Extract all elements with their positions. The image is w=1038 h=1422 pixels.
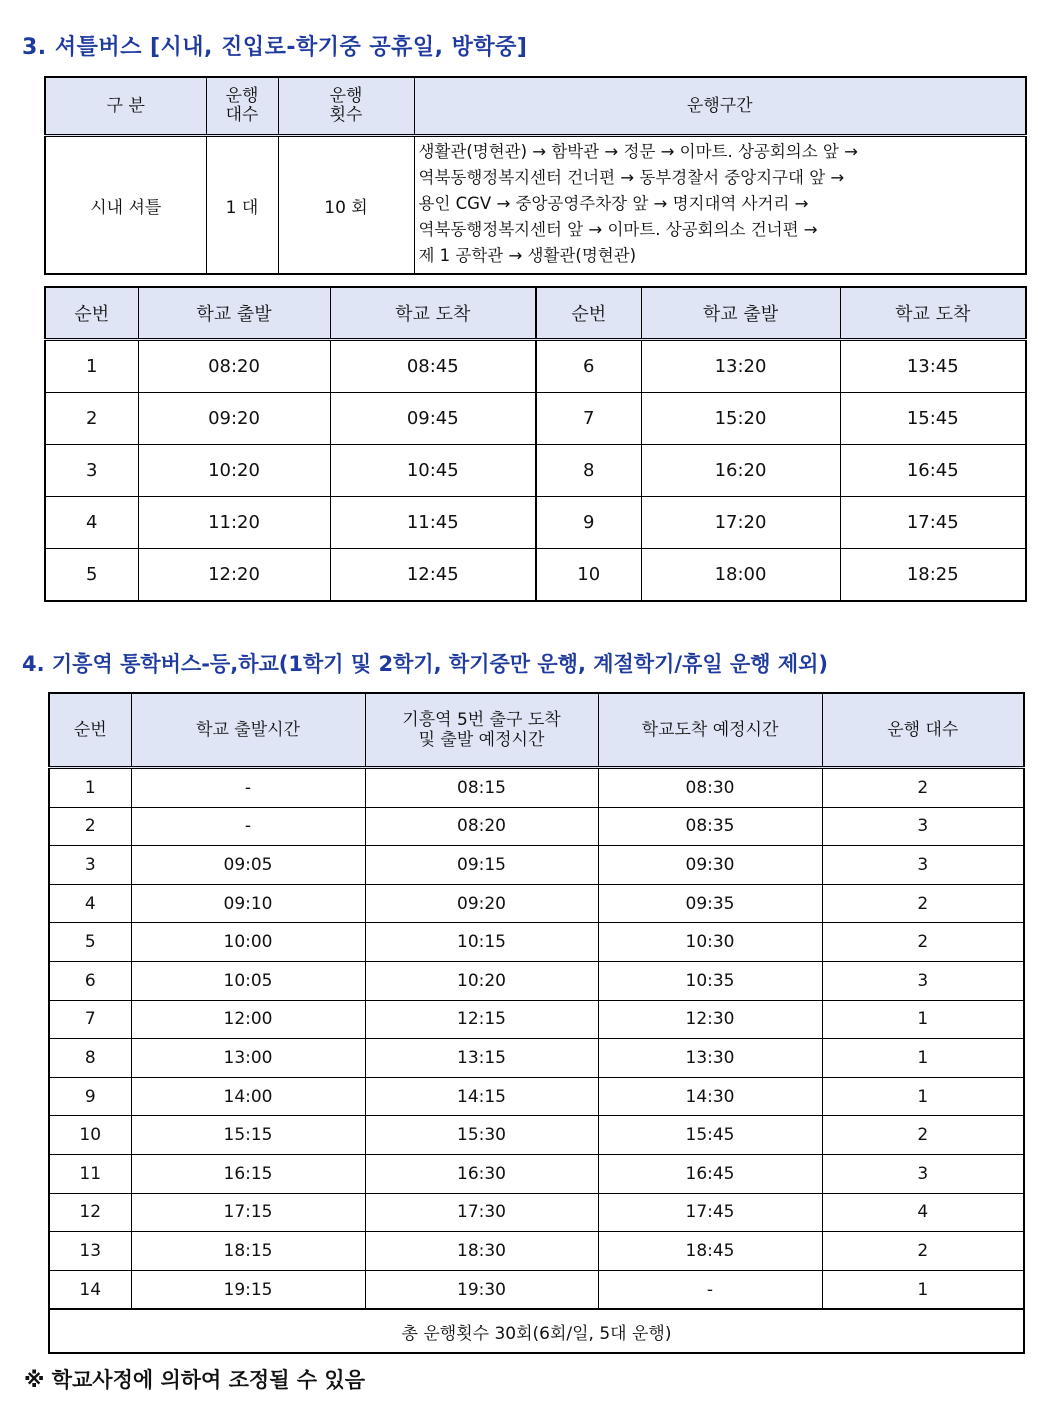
school-arrival-cell: 09:35 bbox=[598, 884, 822, 923]
station-time-cell: 16:30 bbox=[365, 1154, 598, 1193]
vehicle-count-cell: 1 bbox=[822, 1039, 1024, 1078]
seq-cell: 6 bbox=[536, 340, 641, 393]
header-school-arrival: 학교도착 예정시간 bbox=[598, 693, 822, 768]
school-departure-cell: 10:05 bbox=[131, 961, 365, 1000]
school-arrival-cell: 13:30 bbox=[598, 1039, 822, 1078]
seq-cell: 12 bbox=[49, 1193, 131, 1232]
seq-cell: 4 bbox=[45, 497, 138, 549]
header-vehicles: 운행 대수 bbox=[206, 77, 278, 136]
school-arrival-cell: - bbox=[598, 1270, 822, 1309]
depart-cell: 12:20 bbox=[138, 549, 330, 602]
header-school-departure: 학교 출발시간 bbox=[131, 693, 365, 768]
table-row bbox=[49, 846, 1024, 885]
table-row bbox=[49, 961, 1024, 1000]
station-time-cell: 15:30 bbox=[365, 1116, 598, 1155]
seq-cell: 6 bbox=[49, 961, 131, 1000]
seq-cell: 8 bbox=[536, 445, 641, 497]
vehicle-count-cell: 3 bbox=[822, 807, 1024, 846]
station-time-cell: 13:15 bbox=[365, 1039, 598, 1078]
giheung-bus-table bbox=[48, 692, 1025, 1354]
header-depart: 학교 출발 bbox=[138, 287, 330, 340]
school-arrival-cell: 09:30 bbox=[598, 846, 822, 885]
station-time-cell: 10:20 bbox=[365, 961, 598, 1000]
school-arrival-cell: 10:35 bbox=[598, 961, 822, 1000]
school-departure-cell: 09:05 bbox=[131, 846, 365, 885]
arrive-cell: 18:25 bbox=[840, 549, 1026, 602]
vehicle-count-cell: 2 bbox=[822, 1232, 1024, 1271]
school-departure-cell: 09:10 bbox=[131, 884, 365, 923]
school-arrival-cell: 14:30 bbox=[598, 1077, 822, 1116]
arrive-cell: 17:45 bbox=[840, 497, 1026, 549]
seq-cell: 7 bbox=[49, 1000, 131, 1039]
school-arrival-cell: 16:45 bbox=[598, 1154, 822, 1193]
station-time-cell: 10:15 bbox=[365, 923, 598, 962]
route-line: 제 1 공학관 → 생활관(명현관) bbox=[418, 246, 637, 265]
school-departure-cell: - bbox=[131, 807, 365, 846]
arrive-cell: 08:45 bbox=[330, 340, 536, 393]
category-cell: 시내 셔틀 bbox=[45, 136, 206, 275]
route-line: 용인 CGV → 중앙공영주차장 앞 → 명지대역 사거리 → bbox=[418, 194, 809, 213]
school-departure-cell: 17:15 bbox=[131, 1193, 365, 1232]
table-row bbox=[45, 497, 1026, 549]
depart-cell: 10:20 bbox=[138, 445, 330, 497]
vehicle-count-cell: 3 bbox=[822, 846, 1024, 885]
header-vehicle-count: 운행 대수 bbox=[822, 693, 1024, 768]
seq-cell: 1 bbox=[49, 768, 131, 808]
depart-cell: 09:20 bbox=[138, 393, 330, 445]
vehicle-count-cell: 1 bbox=[822, 1000, 1024, 1039]
school-arrival-cell: 15:45 bbox=[598, 1116, 822, 1155]
shuttle-info-table bbox=[44, 76, 1027, 275]
station-time-cell: 12:15 bbox=[365, 1000, 598, 1039]
vehicle-count-cell: 2 bbox=[822, 1116, 1024, 1155]
seq-cell: 10 bbox=[49, 1116, 131, 1155]
school-departure-cell: - bbox=[131, 768, 365, 808]
station-time-cell: 08:15 bbox=[365, 768, 598, 808]
arrive-cell: 15:45 bbox=[840, 393, 1026, 445]
total-runs: 총 운행횟수 30회(6회/일, 5대 운행) bbox=[49, 1309, 1024, 1353]
school-departure-cell: 15:15 bbox=[131, 1116, 365, 1155]
table-row bbox=[49, 1193, 1024, 1232]
header-seq: 순번 bbox=[45, 287, 138, 340]
seq-cell: 2 bbox=[45, 393, 138, 445]
shuttle-timetable bbox=[44, 286, 1027, 602]
vehicle-count-cell: 1 bbox=[822, 1077, 1024, 1116]
seq-cell: 5 bbox=[45, 549, 138, 602]
seq-cell: 7 bbox=[536, 393, 641, 445]
arrive-cell: 16:45 bbox=[840, 445, 1026, 497]
school-departure-cell: 18:15 bbox=[131, 1232, 365, 1271]
school-arrival-cell: 10:30 bbox=[598, 923, 822, 962]
table-row bbox=[49, 1000, 1024, 1039]
table-row bbox=[45, 340, 1026, 393]
school-arrival-cell: 18:45 bbox=[598, 1232, 822, 1271]
vehicle-count-cell: 2 bbox=[822, 768, 1024, 808]
seq-cell: 13 bbox=[49, 1232, 131, 1271]
school-arrival-cell: 17:45 bbox=[598, 1193, 822, 1232]
seq-cell: 14 bbox=[49, 1270, 131, 1309]
seq-cell: 9 bbox=[536, 497, 641, 549]
arrive-cell: 12:45 bbox=[330, 549, 536, 602]
school-arrival-cell: 08:30 bbox=[598, 768, 822, 808]
vehicle-count-cell: 4 bbox=[822, 1193, 1024, 1232]
depart-cell: 17:20 bbox=[641, 497, 840, 549]
station-time-cell: 19:30 bbox=[365, 1270, 598, 1309]
seq-cell: 1 bbox=[45, 340, 138, 393]
table-row bbox=[49, 1039, 1024, 1078]
vehicle-count-cell: 2 bbox=[822, 884, 1024, 923]
depart-cell: 15:20 bbox=[641, 393, 840, 445]
school-departure-cell: 10:00 bbox=[131, 923, 365, 962]
station-time-cell: 17:30 bbox=[365, 1193, 598, 1232]
total-row bbox=[49, 1309, 1024, 1353]
header-runs: 운행 횟수 bbox=[278, 77, 414, 136]
seq-cell: 9 bbox=[49, 1077, 131, 1116]
vehicles-cell: 1 대 bbox=[206, 136, 278, 275]
arrive-cell: 11:45 bbox=[330, 497, 536, 549]
seq-cell: 8 bbox=[49, 1039, 131, 1078]
table-row bbox=[45, 549, 1026, 602]
school-departure-cell: 13:00 bbox=[131, 1039, 365, 1078]
station-time-cell: 09:15 bbox=[365, 846, 598, 885]
depart-cell: 11:20 bbox=[138, 497, 330, 549]
arrive-cell: 13:45 bbox=[840, 340, 1026, 393]
vehicle-count-cell: 1 bbox=[822, 1270, 1024, 1309]
station-time-cell: 14:15 bbox=[365, 1077, 598, 1116]
arrive-cell: 09:45 bbox=[330, 393, 536, 445]
table-row bbox=[49, 923, 1024, 962]
seq-cell: 2 bbox=[49, 807, 131, 846]
school-arrival-cell: 12:30 bbox=[598, 1000, 822, 1039]
seq-cell: 3 bbox=[49, 846, 131, 885]
seq-cell: 4 bbox=[49, 884, 131, 923]
route-line: 역북동행정복지센터 건너편 → 동부경찰서 중앙지구대 앞 → bbox=[418, 168, 845, 187]
table-row bbox=[49, 884, 1024, 923]
seq-cell: 5 bbox=[49, 923, 131, 962]
vehicle-count-cell: 3 bbox=[822, 1154, 1024, 1193]
table-row bbox=[49, 1154, 1024, 1193]
station-time-cell: 09:20 bbox=[365, 884, 598, 923]
school-arrival-cell: 08:35 bbox=[598, 807, 822, 846]
header-seq: 순번 bbox=[49, 693, 131, 768]
arrive-cell: 10:45 bbox=[330, 445, 536, 497]
vehicle-count-cell: 2 bbox=[822, 923, 1024, 962]
route-line: 역북동행정복지센터 앞 → 이마트. 상공회의소 건너편 → bbox=[418, 220, 818, 239]
adjustment-note: ※ 학교사정에 의하여 조정될 수 있음 bbox=[24, 1368, 365, 1392]
school-departure-cell: 14:00 bbox=[131, 1077, 365, 1116]
table-row bbox=[49, 807, 1024, 846]
seq-cell: 11 bbox=[49, 1154, 131, 1193]
table-row bbox=[45, 136, 1026, 275]
table-row bbox=[49, 1077, 1024, 1116]
seq-cell: 3 bbox=[45, 445, 138, 497]
school-departure-cell: 19:15 bbox=[131, 1270, 365, 1309]
table-row bbox=[45, 393, 1026, 445]
table-row bbox=[49, 1270, 1024, 1309]
section-3-title: 3. 셔틀버스 [시내, 진입로-학기중 공휴일, 방학중] bbox=[22, 35, 528, 60]
station-time-cell: 18:30 bbox=[365, 1232, 598, 1271]
route-cell bbox=[414, 136, 1026, 275]
school-departure-cell: 12:00 bbox=[131, 1000, 365, 1039]
header-arrive: 학교 도착 bbox=[330, 287, 536, 340]
header-arrive: 학교 도착 bbox=[840, 287, 1026, 340]
header-category: 구 분 bbox=[45, 77, 206, 136]
header-depart: 학교 출발 bbox=[641, 287, 840, 340]
header-seq: 순번 bbox=[536, 287, 641, 340]
route-line: 생활관(명현관) → 함박관 → 정문 → 이마트. 상공회의소 앞 → bbox=[418, 142, 858, 161]
runs-cell: 10 회 bbox=[278, 136, 414, 275]
table-row bbox=[49, 1116, 1024, 1155]
seq-cell: 10 bbox=[536, 549, 641, 602]
station-time-cell: 08:20 bbox=[365, 807, 598, 846]
table-row bbox=[49, 768, 1024, 808]
header-route: 운행구간 bbox=[414, 77, 1026, 136]
section-4-title: 4. 기흥역 통학버스-등,하교(1학기 및 2학기, 학기중만 운행, 계절학기/휴일 운행 제외) bbox=[22, 652, 828, 676]
vehicle-count-cell: 3 bbox=[822, 961, 1024, 1000]
depart-cell: 08:20 bbox=[138, 340, 330, 393]
table-row bbox=[49, 1232, 1024, 1271]
depart-cell: 18:00 bbox=[641, 549, 840, 602]
depart-cell: 13:20 bbox=[641, 340, 840, 393]
header-station-time: 기흥역 5번 출구 도착 및 출발 예정시간 bbox=[365, 693, 598, 768]
table-row bbox=[45, 445, 1026, 497]
depart-cell: 16:20 bbox=[641, 445, 840, 497]
school-departure-cell: 16:15 bbox=[131, 1154, 365, 1193]
